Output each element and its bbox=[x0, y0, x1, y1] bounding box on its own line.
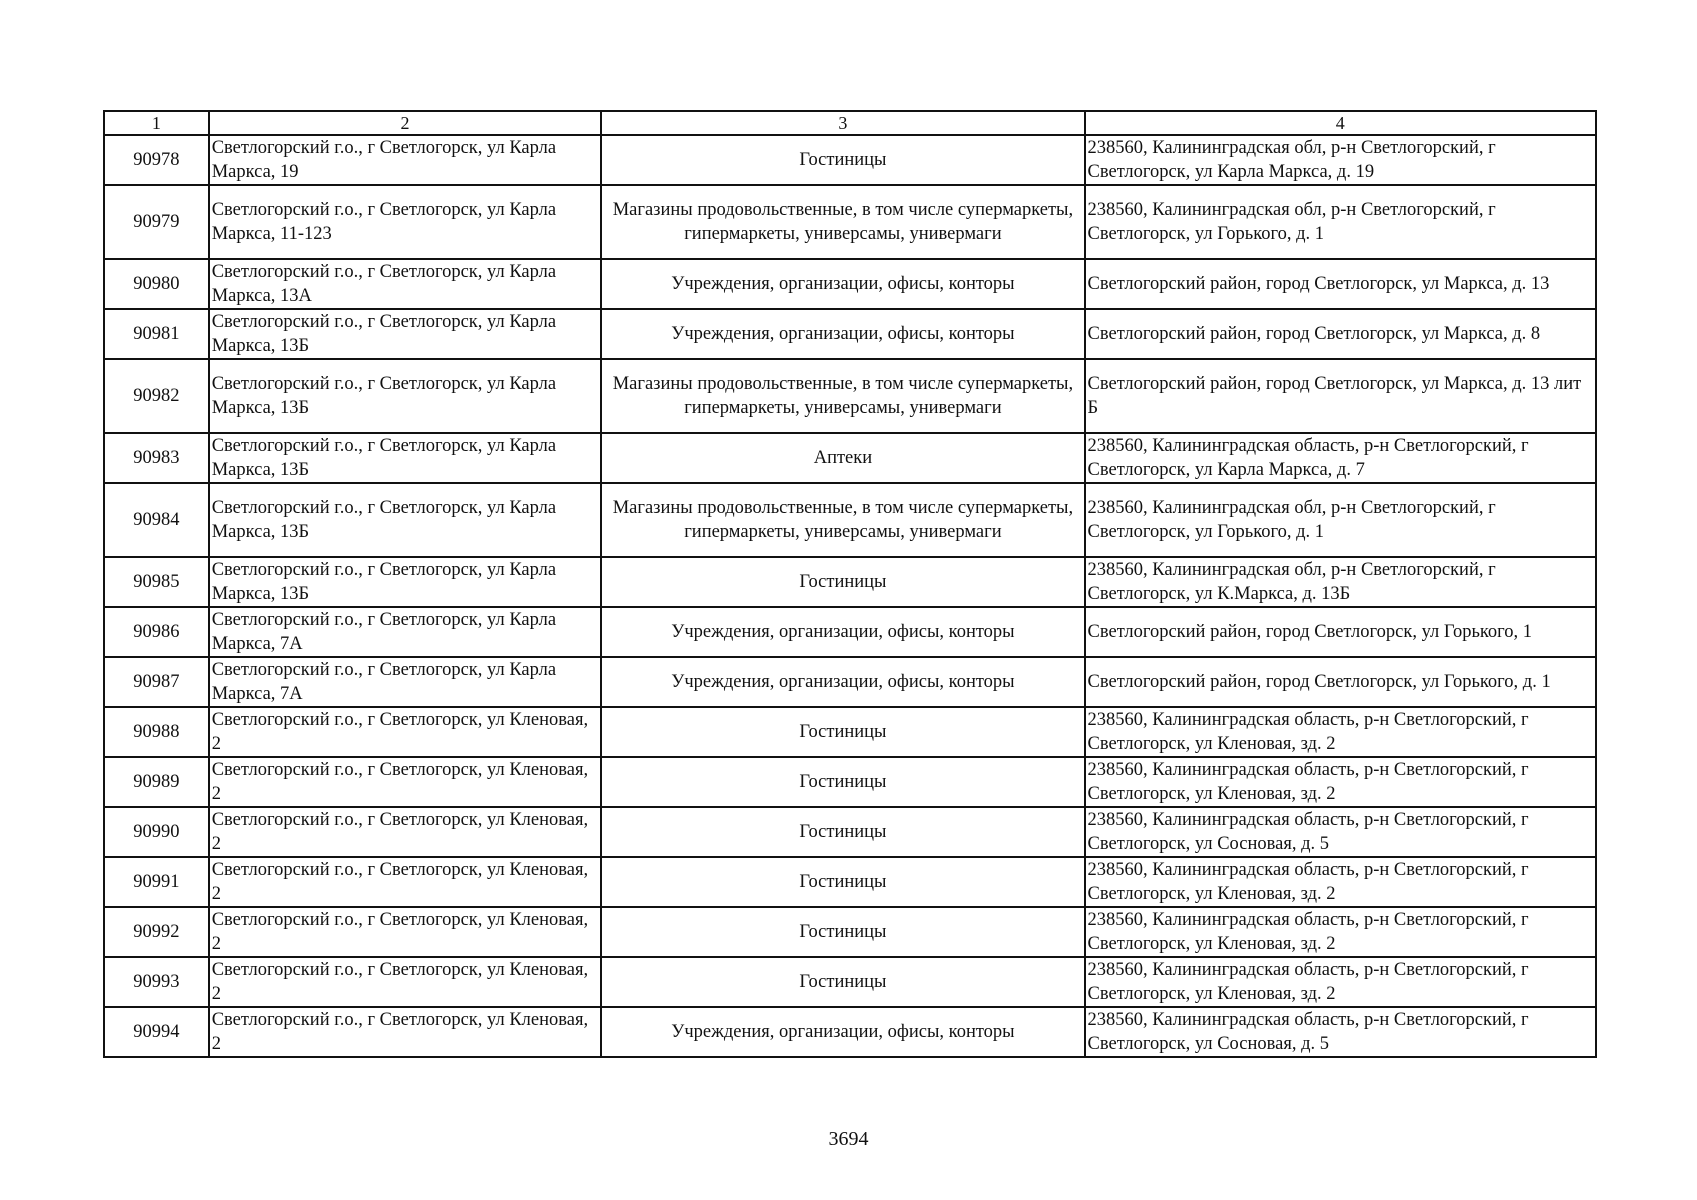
cell-object-type: Магазины продовольственные, в том числе супермаркеты, гипермаркеты, универсамы, универмаги bbox=[601, 185, 1084, 259]
cell-address: Светлогорский г.о., г Светлогорск, ул Карла Маркса, 19 bbox=[209, 135, 602, 185]
cell-postal-address: 238560, Калининградская обл, р-н Светлогорский, г Светлогорск, ул Карла Маркса, д. 19 bbox=[1085, 135, 1596, 185]
table-row bbox=[104, 483, 1596, 557]
cell-postal-address: 238560, Калининградская область, р-н Светлогорский, г Светлогорск, ул Кленовая, зд. 2 bbox=[1085, 857, 1596, 907]
cell-postal-address: 238560, Калининградская область, р-н Светлогорский, г Светлогорск, ул Кленовая, зд. 2 bbox=[1085, 957, 1596, 1007]
table-body bbox=[104, 135, 1596, 1057]
cell-number: 90981 bbox=[104, 309, 209, 359]
table-header bbox=[104, 111, 1596, 135]
registry-table bbox=[103, 110, 1597, 1058]
header-col-4: 4 bbox=[1085, 111, 1596, 135]
cell-number: 90992 bbox=[104, 907, 209, 957]
cell-postal-address: 238560, Калининградская область, р-н Светлогорский, г Светлогорск, ул Сосновая, д. 5 bbox=[1085, 1007, 1596, 1057]
table-row bbox=[104, 309, 1596, 359]
table-row bbox=[104, 185, 1596, 259]
cell-address: Светлогорский г.о., г Светлогорск, ул Карла Маркса, 11-123 bbox=[209, 185, 602, 259]
cell-object-type: Магазины продовольственные, в том числе супермаркеты, гипермаркеты, универсамы, универмаги bbox=[601, 483, 1084, 557]
cell-address: Светлогорский г.о., г Светлогорск, ул Карла Маркса, 13Б bbox=[209, 309, 602, 359]
table-row bbox=[104, 807, 1596, 857]
table-row bbox=[104, 607, 1596, 657]
header-col-2: 2 bbox=[209, 111, 602, 135]
cell-object-type: Гостиницы bbox=[601, 907, 1084, 957]
header-row bbox=[104, 111, 1596, 135]
table-row bbox=[104, 707, 1596, 757]
cell-postal-address: 238560, Калининградская область, р-н Светлогорский, г Светлогорск, ул Карла Маркса, д. 7 bbox=[1085, 433, 1596, 483]
cell-number: 90979 bbox=[104, 185, 209, 259]
cell-address: Светлогорский г.о., г Светлогорск, ул Карла Маркса, 7А bbox=[209, 657, 602, 707]
cell-postal-address: 238560, Калининградская обл, р-н Светлогорский, г Светлогорск, ул Горького, д. 1 bbox=[1085, 185, 1596, 259]
cell-object-type: Учреждения, организации, офисы, конторы bbox=[601, 657, 1084, 707]
cell-number: 90989 bbox=[104, 757, 209, 807]
table-row bbox=[104, 857, 1596, 907]
cell-address: Светлогорский г.о., г Светлогорск, ул Карла Маркса, 13А bbox=[209, 259, 602, 309]
cell-number: 90982 bbox=[104, 359, 209, 433]
table-row bbox=[104, 757, 1596, 807]
table-row bbox=[104, 259, 1596, 309]
table-row bbox=[104, 957, 1596, 1007]
table-row bbox=[104, 359, 1596, 433]
cell-object-type: Учреждения, организации, офисы, конторы bbox=[601, 1007, 1084, 1057]
cell-object-type: Магазины продовольственные, в том числе супермаркеты, гипермаркеты, универсамы, универмаги bbox=[601, 359, 1084, 433]
cell-number: 90993 bbox=[104, 957, 209, 1007]
table-row bbox=[104, 657, 1596, 707]
cell-object-type: Гостиницы bbox=[601, 757, 1084, 807]
cell-postal-address: 238560, Калининградская область, р-н Светлогорский, г Светлогорск, ул Кленовая, зд. 2 bbox=[1085, 707, 1596, 757]
header-col-1: 1 bbox=[104, 111, 209, 135]
cell-address: Светлогорский г.о., г Светлогорск, ул Карла Маркса, 13Б bbox=[209, 433, 602, 483]
cell-object-type: Гостиницы bbox=[601, 957, 1084, 1007]
cell-object-type: Гостиницы bbox=[601, 807, 1084, 857]
cell-number: 90990 bbox=[104, 807, 209, 857]
table-row bbox=[104, 135, 1596, 185]
cell-address: Светлогорский г.о., г Светлогорск, ул Карла Маркса, 7А bbox=[209, 607, 602, 657]
cell-postal-address: 238560, Калининградская обл, р-н Светлогорский, г Светлогорск, ул К.Маркса, д. 13Б bbox=[1085, 557, 1596, 607]
cell-number: 90984 bbox=[104, 483, 209, 557]
cell-postal-address: 238560, Калининградская область, р-н Светлогорский, г Светлогорск, ул Кленовая, зд. 2 bbox=[1085, 907, 1596, 957]
cell-address: Светлогорский г.о., г Светлогорск, ул Кленовая, 2 bbox=[209, 857, 602, 907]
cell-number: 90985 bbox=[104, 557, 209, 607]
cell-address: Светлогорский г.о., г Светлогорск, ул Кленовая, 2 bbox=[209, 1007, 602, 1057]
page-number: 3694 bbox=[828, 1128, 869, 1150]
cell-postal-address: 238560, Калининградская область, р-н Светлогорский, г Светлогорск, ул Сосновая, д. 5 bbox=[1085, 807, 1596, 857]
cell-number: 90978 bbox=[104, 135, 209, 185]
table-row bbox=[104, 1007, 1596, 1057]
cell-number: 90988 bbox=[104, 707, 209, 757]
cell-number: 90986 bbox=[104, 607, 209, 657]
cell-number: 90994 bbox=[104, 1007, 209, 1057]
cell-postal-address: Светлогорский район, город Светлогорск, ул Маркса, д. 8 bbox=[1085, 309, 1596, 359]
cell-postal-address: Светлогорский район, город Светлогорск, ул Маркса, д. 13 лит Б bbox=[1085, 359, 1596, 433]
cell-address: Светлогорский г.о., г Светлогорск, ул Кленовая, 2 bbox=[209, 757, 602, 807]
cell-postal-address: Светлогорский район, город Светлогорск, ул Горького, д. 1 bbox=[1085, 657, 1596, 707]
cell-number: 90987 bbox=[104, 657, 209, 707]
cell-object-type: Гостиницы bbox=[601, 135, 1084, 185]
cell-address: Светлогорский г.о., г Светлогорск, ул Карла Маркса, 13Б bbox=[209, 359, 602, 433]
cell-number: 90980 bbox=[104, 259, 209, 309]
cell-postal-address: Светлогорский район, город Светлогорск, ул Маркса, д. 13 bbox=[1085, 259, 1596, 309]
header-col-3: 3 bbox=[601, 111, 1084, 135]
cell-number: 90991 bbox=[104, 857, 209, 907]
cell-object-type: Аптеки bbox=[601, 433, 1084, 483]
cell-address: Светлогорский г.о., г Светлогорск, ул Кленовая, 2 bbox=[209, 707, 602, 757]
cell-postal-address: 238560, Калининградская область, р-н Светлогорский, г Светлогорск, ул Кленовая, зд. 2 bbox=[1085, 757, 1596, 807]
cell-address: Светлогорский г.о., г Светлогорск, ул Кленовая, 2 bbox=[209, 957, 602, 1007]
cell-number: 90983 bbox=[104, 433, 209, 483]
cell-object-type: Учреждения, организации, офисы, конторы bbox=[601, 309, 1084, 359]
cell-postal-address: Светлогорский район, город Светлогорск, ул Горького, 1 bbox=[1085, 607, 1596, 657]
table-row bbox=[104, 557, 1596, 607]
table-row bbox=[104, 907, 1596, 957]
cell-address: Светлогорский г.о., г Светлогорск, ул Карла Маркса, 13Б bbox=[209, 557, 602, 607]
cell-postal-address: 238560, Калининградская обл, р-н Светлогорский, г Светлогорск, ул Горького, д. 1 bbox=[1085, 483, 1596, 557]
cell-object-type: Учреждения, организации, офисы, конторы bbox=[601, 259, 1084, 309]
cell-address: Светлогорский г.о., г Светлогорск, ул Кленовая, 2 bbox=[209, 807, 602, 857]
cell-object-type: Учреждения, организации, офисы, конторы bbox=[601, 607, 1084, 657]
cell-object-type: Гостиницы bbox=[601, 707, 1084, 757]
cell-object-type: Гостиницы bbox=[601, 557, 1084, 607]
table-row bbox=[104, 433, 1596, 483]
cell-object-type: Гостиницы bbox=[601, 857, 1084, 907]
cell-address: Светлогорский г.о., г Светлогорск, ул Кленовая, 2 bbox=[209, 907, 602, 957]
cell-address: Светлогорский г.о., г Светлогорск, ул Карла Маркса, 13Б bbox=[209, 483, 602, 557]
